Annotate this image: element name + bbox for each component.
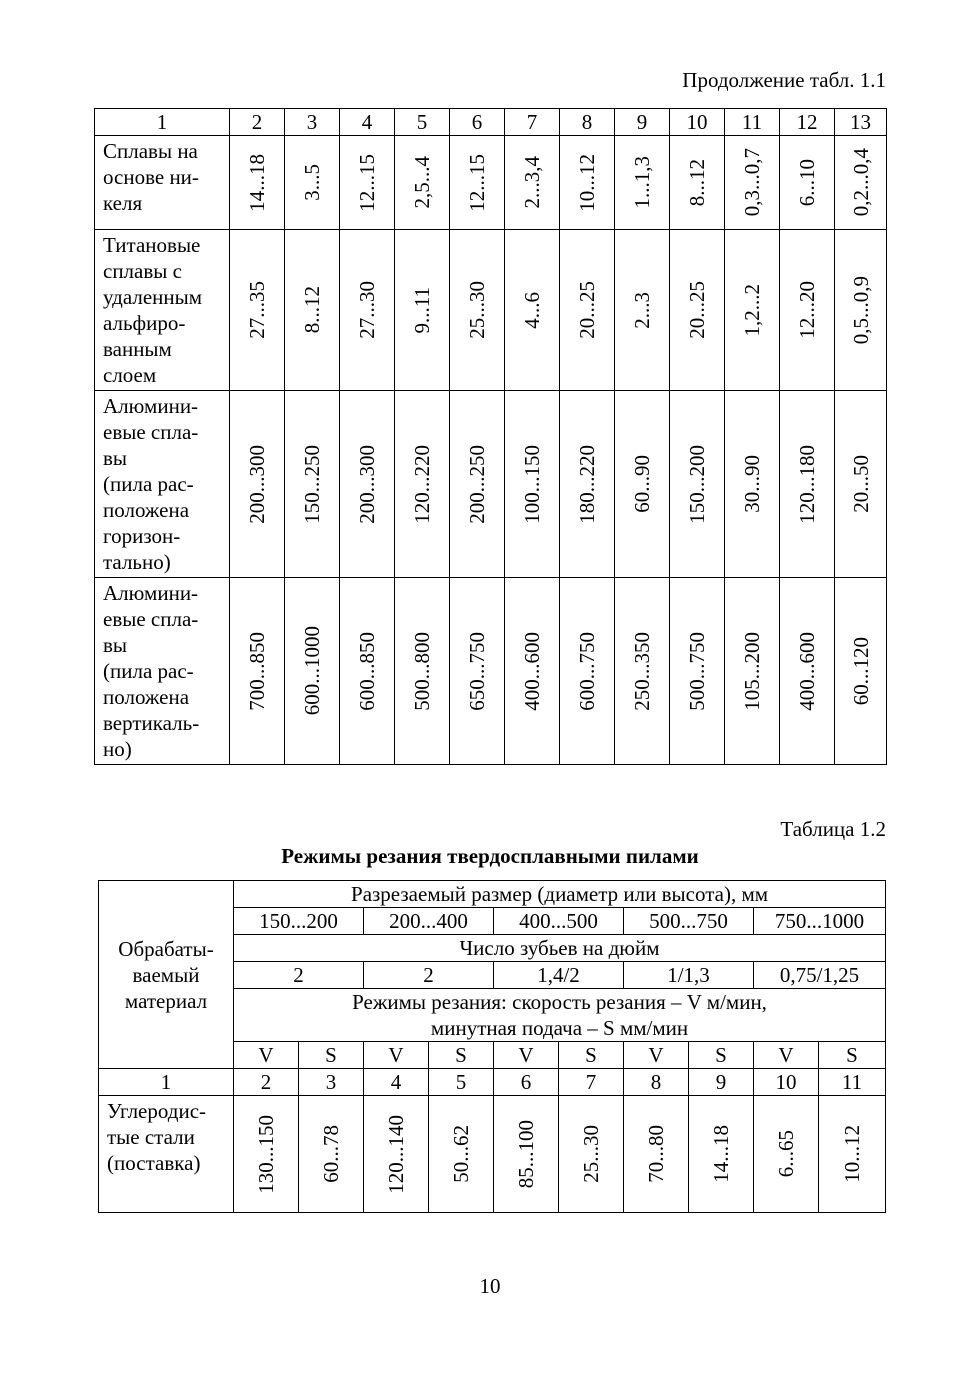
value-text: 200...300 (355, 444, 379, 524)
size-cell: 200...400 (364, 908, 494, 935)
value-text: 180...220 (575, 444, 599, 524)
value-text: 6...65 (774, 1130, 798, 1178)
vs-cell: V (624, 1042, 689, 1069)
value-text: 650...750 (465, 631, 489, 711)
value-cell (340, 578, 395, 765)
size-cell: 400...500 (494, 908, 624, 935)
value-text: 600...1000 (300, 626, 324, 716)
value-cell (364, 1096, 429, 1213)
value-text: 30...90 (740, 455, 764, 513)
column-number: 13 (835, 109, 887, 136)
value-text: 10...12 (840, 1125, 865, 1183)
modes-header-line: Режимы резания: скорость резания – V м/мин, (352, 990, 767, 1014)
continuation-label: Продолжение табл. 1.1 (682, 68, 886, 92)
value-text: 400...600 (520, 631, 544, 711)
teeth-cell: 2 (364, 962, 494, 989)
value-cell (780, 136, 835, 230)
vs-cell: S (429, 1042, 494, 1069)
size-cell: 750...1000 (754, 908, 886, 935)
material-line: (пила рас- (103, 659, 194, 683)
value-cell (835, 136, 887, 230)
value-cell (450, 136, 505, 230)
column-number: 4 (340, 109, 395, 136)
value-cell (670, 230, 725, 391)
value-text: 150...250 (300, 444, 324, 524)
value-cell (725, 136, 780, 230)
value-cell (285, 391, 340, 578)
value-cell (624, 1096, 689, 1213)
material-header-cell (99, 881, 234, 1069)
column-number: 4 (364, 1069, 429, 1096)
value-text: 3...5 (300, 164, 324, 201)
value-cell (615, 391, 670, 578)
material-line: положена (103, 685, 190, 709)
column-number: 6 (494, 1069, 559, 1096)
teeth-cell: 0,75/1,25 (754, 962, 886, 989)
value-text: 14...18 (709, 1125, 733, 1183)
value-cell (395, 578, 450, 765)
material-line: альфиро- (103, 311, 186, 335)
value-cell (429, 1096, 494, 1213)
value-text: 6...10 (795, 158, 819, 207)
value-text: 200...250 (465, 444, 489, 524)
column-number: 10 (670, 109, 725, 136)
vs-cell: V (494, 1042, 559, 1069)
table-row (99, 1096, 886, 1213)
numbers-row (99, 1069, 886, 1096)
value-text: 12...20 (795, 281, 819, 339)
value-cell (505, 136, 560, 230)
material-cell (95, 578, 230, 765)
material-line: евые спла- (103, 607, 199, 631)
value-cell (340, 230, 395, 391)
value-cell (835, 230, 887, 391)
value-text: 70...80 (644, 1125, 668, 1183)
column-number: 3 (285, 109, 340, 136)
material-header-line: материал (124, 988, 208, 1013)
material-line: но) (103, 737, 132, 761)
table-number: Таблица 1.2 (780, 817, 886, 841)
value-cell (395, 136, 450, 230)
value-text: 20...25 (685, 281, 709, 339)
value-cell (560, 136, 615, 230)
vs-cell: V (754, 1042, 819, 1069)
vs-cell: S (689, 1042, 754, 1069)
value-text: 700...850 (245, 631, 269, 711)
material-line: удаленным (103, 285, 203, 309)
material-cell (99, 1096, 234, 1213)
modes-header (234, 989, 886, 1042)
value-text: 120...180 (795, 444, 819, 524)
value-cell (285, 578, 340, 765)
value-text: 120...220 (410, 444, 434, 524)
column-number: 10 (754, 1069, 819, 1096)
value-cell (560, 391, 615, 578)
material-cell (95, 136, 230, 230)
value-cell (670, 136, 725, 230)
value-text: 60...90 (630, 455, 654, 513)
value-cell (285, 230, 340, 391)
value-cell (230, 136, 285, 230)
value-text: 400...600 (795, 631, 819, 711)
modes-header-line: минутная подача – S мм/мин (430, 1016, 689, 1040)
value-cell (780, 391, 835, 578)
value-cell (780, 578, 835, 765)
table-row (95, 578, 887, 765)
value-text: 8...12 (685, 158, 709, 207)
header-row (99, 881, 886, 908)
material-line: (пила рас- (103, 472, 194, 496)
value-text: 250...350 (630, 631, 654, 711)
value-text: 12...15 (355, 153, 379, 212)
material-line: Сплавы на (103, 139, 198, 163)
column-number: 5 (395, 109, 450, 136)
material-line: вы (103, 633, 128, 657)
value-cell (835, 391, 887, 578)
value-text: 4...6 (520, 291, 544, 329)
material-line: Титановые (103, 233, 201, 257)
value-cell (230, 578, 285, 765)
value-text: 27...35 (245, 281, 269, 339)
value-cell (615, 230, 670, 391)
material-line: (поставка) (107, 1151, 201, 1175)
value-text: 8...12 (300, 286, 324, 334)
value-text: 14...18 (245, 153, 269, 212)
column-number: 11 (725, 109, 780, 136)
value-text: 130...150 (254, 1114, 278, 1194)
value-cell (780, 230, 835, 391)
material-line: горизон- (103, 524, 181, 548)
size-cell: 150...200 (234, 908, 364, 935)
column-number: 8 (560, 109, 615, 136)
material-line: сплавы с (103, 259, 182, 283)
value-text: 60...78 (319, 1125, 343, 1183)
value-cell (725, 391, 780, 578)
teeth-cell: 1/1,3 (624, 962, 754, 989)
value-cell (505, 230, 560, 391)
vs-cell: S (559, 1042, 624, 1069)
column-number: 2 (234, 1069, 299, 1096)
value-cell (450, 230, 505, 391)
value-cell (234, 1096, 299, 1213)
value-text: 150...200 (685, 444, 709, 524)
value-text: 20...50 (848, 455, 873, 513)
column-number: 6 (450, 109, 505, 136)
material-line: основе ни- (103, 165, 199, 189)
value-cell (725, 578, 780, 765)
value-text: 2...3 (630, 291, 654, 329)
column-number: 5 (429, 1069, 494, 1096)
value-cell (340, 391, 395, 578)
value-text: 0,5...0,9 (848, 275, 873, 345)
table-row (95, 391, 887, 578)
value-text: 1...1,3 (630, 156, 654, 209)
column-number: 3 (299, 1069, 364, 1096)
value-text: 600...750 (575, 631, 599, 711)
value-cell (505, 391, 560, 578)
value-text: 25...30 (579, 1125, 603, 1183)
value-text: 12...15 (465, 153, 489, 212)
value-text: 20...25 (575, 281, 599, 339)
column-number: 7 (505, 109, 560, 136)
teeth-cell: 2 (234, 962, 364, 989)
material-line: Алюмини- (103, 581, 199, 605)
column-number: 7 (559, 1069, 624, 1096)
value-text: 500...750 (685, 631, 709, 711)
value-cell (395, 391, 450, 578)
material-line: евые спла- (103, 420, 199, 444)
material-line: келя (103, 191, 143, 215)
value-cell (285, 136, 340, 230)
column-number: 9 (689, 1069, 754, 1096)
table-row (95, 230, 887, 391)
value-text: 25...30 (465, 281, 489, 339)
size-cell: 500...750 (624, 908, 754, 935)
value-cell (395, 230, 450, 391)
column-number: 2 (230, 109, 285, 136)
material-line: вертикаль- (103, 711, 200, 735)
value-cell (615, 136, 670, 230)
material-line: Алюмини- (103, 394, 199, 418)
material-cell (95, 230, 230, 391)
value-text: 100...150 (520, 444, 544, 524)
column-number: 9 (615, 109, 670, 136)
teeth-cell: 1,4/2 (494, 962, 624, 989)
value-cell (615, 578, 670, 765)
column-number: 12 (780, 109, 835, 136)
value-cell (230, 391, 285, 578)
value-cell (819, 1096, 886, 1213)
value-text: 500...800 (410, 631, 434, 711)
value-cell (230, 230, 285, 391)
value-cell (559, 1096, 624, 1213)
value-cell (560, 578, 615, 765)
value-text: 0,2...0,4 (848, 148, 873, 217)
value-text: 600...850 (355, 631, 379, 711)
material-line: положена (103, 498, 190, 522)
size-header: Разрезаемый размер (диаметр или высота), мм (234, 881, 886, 908)
value-cell (689, 1096, 754, 1213)
value-text: 2...3,4 (520, 156, 544, 209)
value-cell (299, 1096, 364, 1213)
value-cell (560, 230, 615, 391)
material-header-line: Обрабаты- (118, 936, 214, 961)
value-cell (494, 1096, 559, 1213)
value-cell (450, 391, 505, 578)
value-text: 200...300 (245, 444, 269, 524)
table-caption: Режимы резания твердосплавными пилами (281, 844, 699, 868)
value-text: 105...200 (740, 631, 764, 711)
value-text: 60...120 (848, 636, 873, 706)
value-text: 27...30 (355, 281, 379, 339)
value-text: 85...100 (514, 1119, 538, 1189)
value-cell (340, 136, 395, 230)
page-number: 10 (479, 1274, 501, 1298)
value-cell (450, 578, 505, 765)
material-line: тые стали (107, 1125, 195, 1149)
material-line: ванным (103, 337, 172, 361)
teeth-header: Число зубьев на дюйм (234, 935, 886, 962)
value-text: 2,5...4 (410, 156, 434, 209)
value-cell (835, 578, 887, 765)
column-number: 1 (99, 1069, 234, 1096)
material-line: Углеродис- (107, 1099, 207, 1123)
vs-cell: S (819, 1042, 886, 1069)
value-cell (754, 1096, 819, 1213)
vs-cell: S (299, 1042, 364, 1069)
value-text: 50...62 (449, 1125, 473, 1183)
value-cell (670, 391, 725, 578)
table-1-2 (98, 880, 886, 1213)
value-cell (725, 230, 780, 391)
material-line: тально) (103, 550, 171, 574)
material-line: слоем (103, 363, 157, 387)
vs-cell: V (364, 1042, 429, 1069)
value-text: 120...140 (384, 1114, 408, 1194)
material-cell (95, 391, 230, 578)
value-text: 1,2...2 (740, 283, 764, 337)
table-header-row (95, 109, 887, 136)
column-number: 11 (819, 1069, 886, 1096)
table-1-1-continued (94, 108, 887, 765)
value-cell (670, 578, 725, 765)
value-text: 10...12 (575, 153, 599, 212)
material-line: вы (103, 446, 128, 470)
table-row (95, 136, 887, 230)
column-number: 8 (624, 1069, 689, 1096)
column-number: 1 (95, 109, 230, 136)
value-cell (505, 578, 560, 765)
value-text: 9...11 (410, 286, 434, 334)
material-header-line: ваемый (132, 962, 200, 987)
value-text: 0,3...0,7 (740, 148, 764, 217)
vs-cell: V (234, 1042, 299, 1069)
